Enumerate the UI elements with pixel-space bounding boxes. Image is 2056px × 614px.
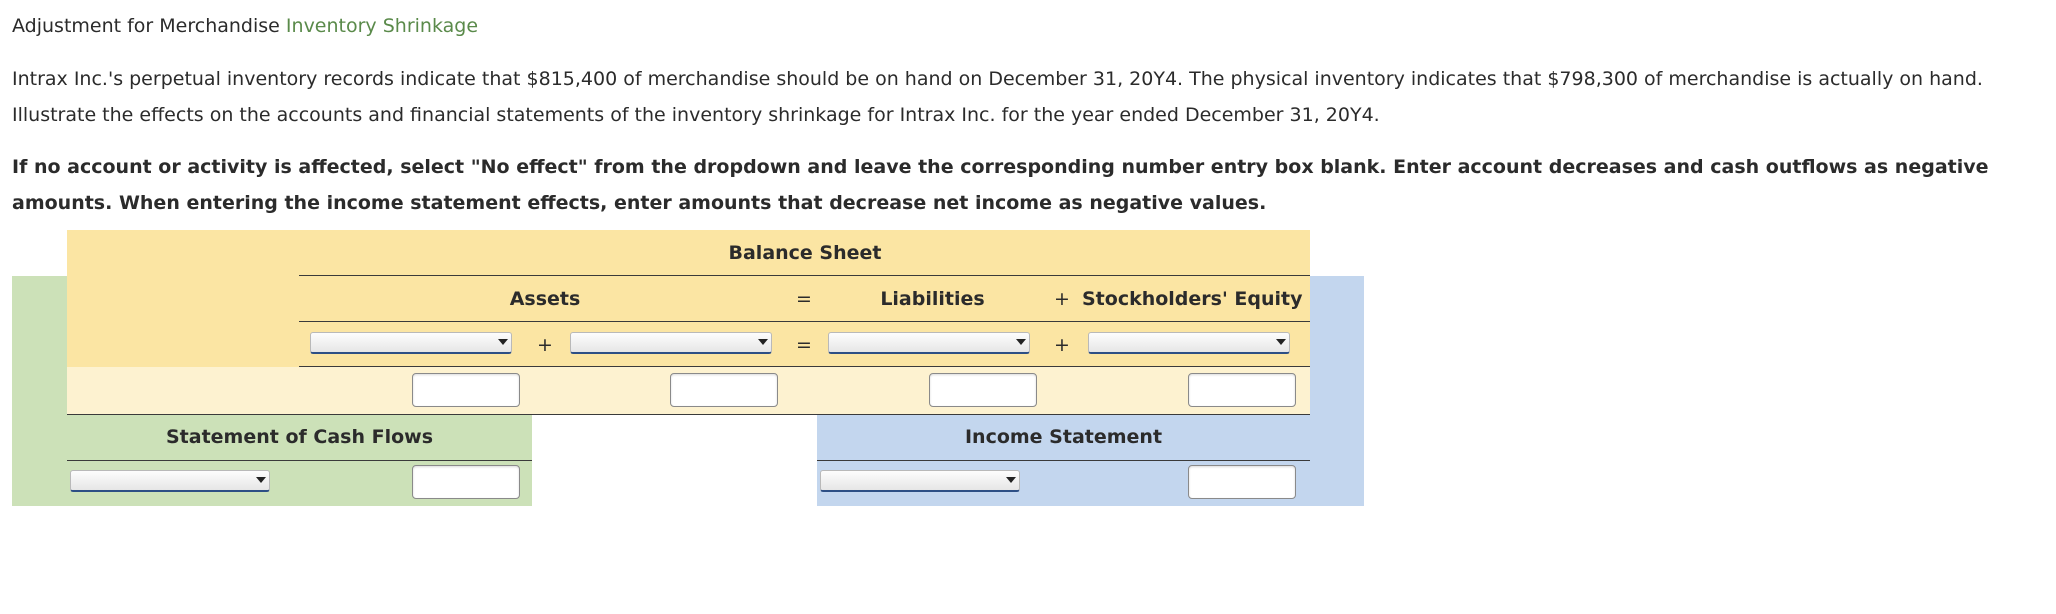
liabilities-label: Liabilities xyxy=(880,288,985,310)
liabilities-account-dropdown[interactable] xyxy=(828,332,1030,354)
chevron-down-icon xyxy=(256,477,266,483)
plus-sign: + xyxy=(1054,288,1070,310)
income-statement-title: Income Statement xyxy=(964,426,1163,448)
assets-amount-input-1[interactable] xyxy=(412,373,520,407)
stockholders-equity-label: Stockholders' Equity xyxy=(1082,288,1303,310)
assets-account-dropdown-1[interactable] xyxy=(310,332,512,354)
page-heading xyxy=(12,14,478,38)
plus-sign: + xyxy=(1054,334,1070,356)
divider xyxy=(299,275,1310,276)
chevron-down-icon xyxy=(1016,339,1026,345)
chevron-down-icon xyxy=(1276,339,1286,345)
plus-sign: + xyxy=(537,334,553,356)
income-statement-amount-input[interactable] xyxy=(1188,465,1296,499)
divider xyxy=(67,460,532,461)
assets-account-dropdown-2[interactable] xyxy=(570,332,772,354)
cash-flow-activity-dropdown[interactable] xyxy=(70,470,270,492)
chevron-down-icon xyxy=(1006,477,1016,483)
liabilities-amount-input[interactable] xyxy=(929,373,1037,407)
assets-amount-input-2[interactable] xyxy=(670,373,778,407)
income-statement-account-dropdown[interactable] xyxy=(820,470,1020,492)
chevron-down-icon xyxy=(758,339,768,345)
cash-flows-title: Statement of Cash Flows xyxy=(165,426,434,448)
divider xyxy=(67,414,1310,415)
balance-sheet-title: Balance Sheet xyxy=(728,242,882,264)
equity-account-dropdown[interactable] xyxy=(1088,332,1290,354)
equals-sign: = xyxy=(796,334,812,356)
gap-white xyxy=(532,415,817,506)
cash-flow-amount-input[interactable] xyxy=(412,465,520,499)
equity-amount-input[interactable] xyxy=(1188,373,1296,407)
divider xyxy=(299,366,1310,367)
divider xyxy=(817,460,1310,461)
assets-label: Assets xyxy=(509,288,581,310)
equals-sign: = xyxy=(796,288,812,310)
instruction-note: If no account or activity is affected, select "No effect" from the dropdown and leave the corresponding number entry box blank. Enter account decreases and cash outflows as negative amounts. When entering the income statement effects, enter amounts that decrease net income as negative values. xyxy=(12,156,1989,214)
inventory-shrinkage-link[interactable]: Inventory Shrinkage xyxy=(285,15,479,37)
divider xyxy=(299,321,1310,322)
problem-text: Intrax Inc.'s perpetual inventory records indicate that $815,400 of merchandise should be on hand on December 31, 20Y4. The physical inventory indicates that $798,300 of merchandise is actually on hand. Illustrate the effects on the accounts and financial statements of the inventory shrinkage for Intrax Inc. for the year ended December 31, 20Y4. xyxy=(12,68,1983,126)
chevron-down-icon xyxy=(498,339,508,345)
heading-prefix: Adjustment for Merchandise xyxy=(12,15,280,37)
